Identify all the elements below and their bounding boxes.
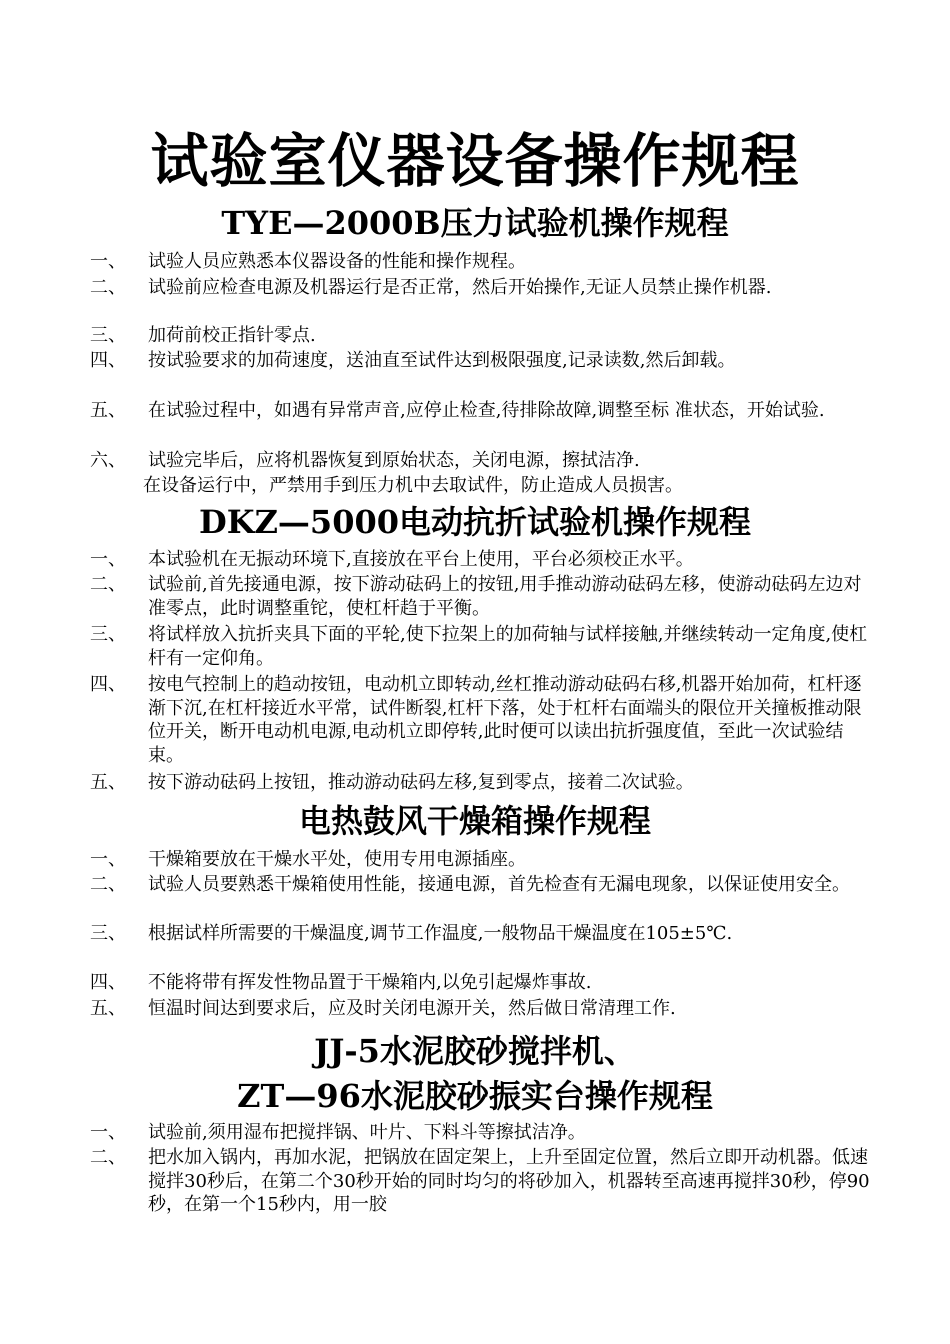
item-number: 二、 [90, 277, 126, 298]
item-text: 不能将带有挥发性物品置于干燥箱内,以免引起爆炸事故. [148, 972, 592, 993]
list-item [90, 250, 870, 274]
item-text: 将试样放入抗折夹具下面的平轮,使下拉架上的加荷轴与试样接触,并继续转动一定角度,使杠杆有一定仰角。 [148, 624, 868, 669]
item-text: 在试验过程中，如遇有异常声音,应停止检查,待排除故障,调整至标 准状态，开始试验. [148, 400, 825, 421]
item-text: 试验人员要熟悉干燥箱使用性能，接通电源，首先检查有无漏电现象，以保证使用安全。 [148, 874, 850, 895]
list-item [90, 848, 870, 872]
item-text: 干燥箱要放在干燥水平处，使用专用电源插座。 [148, 849, 526, 870]
section-title: ZT—96水泥胶砂振实台操作规程 [237, 1077, 713, 1115]
item-text: 按电气控制上的趋动按钮，电动机立即转动,丝杠推动游动砝码右移,机器开始加荷，杠杆逐渐下沉,在杠杆接近水平常，试件断裂,杠杆下落，处于杠杆右面端头的限位开关撞板推动限位开关，断开电动机电源,电动机立即停转,此时便可以读出抗折强度值，至此一次试验结束。 [148, 674, 862, 766]
item-number: 一、 [90, 849, 126, 870]
list-item [90, 997, 870, 1021]
section-title: DKZ—5000电动抗折试验机操作规程 [199, 503, 751, 541]
item-number: 四、 [90, 972, 126, 993]
item-text: 加荷前校正指针零点. [148, 325, 316, 346]
page-title: 试验室仪器设备操作规程 [150, 127, 800, 195]
item-number: 三、 [90, 325, 126, 346]
item-text: 恒温时间达到要求后，应及时关闭电源开关，然后做日常清理工作. [148, 998, 676, 1019]
item-number: 四、 [90, 350, 126, 371]
list-item [90, 971, 870, 995]
list-item [90, 276, 870, 300]
item-text: 按下游动砝码上按钮，推动游动砝码左移,复到零点，接着二次试验。 [148, 772, 694, 793]
section-title: JJ-5水泥胶砂搅拌机、 [314, 1032, 636, 1070]
item-text: 把水加入锅内，再加水泥，把锅放在固定架上，上升至固定位置，然后立即开动机器。低速搅拌30秒后，在第二个30秒开始的同时均匀的将砂加入，机器转至高速再搅拌30秒，停90秒，在第一个15秒内，用一胶 [148, 1147, 870, 1215]
list-item [90, 623, 870, 670]
list-item [90, 449, 870, 473]
list-item [90, 873, 870, 897]
item-text: 本试验机在无振动环境下,直接放在平台上使用，平台必须校正水平。 [148, 549, 694, 570]
list-item [90, 548, 870, 572]
item-text: 试验完毕后，应将机器恢复到原始状态，关闭电源，擦拭洁净. [148, 450, 640, 471]
section-title: TYE—2000B压力试验机操作规程 [221, 204, 729, 242]
item-number: 五、 [90, 772, 126, 793]
list-item [90, 1146, 870, 1217]
item-number: 二、 [90, 574, 126, 595]
item-number: 二、 [90, 874, 126, 895]
item-text: 试验前,须用湿布把搅拌锅、叶片、下料斗等擦拭洁净。 [148, 1122, 586, 1143]
item-text: 按试验要求的加荷速度，送油直至试件达到极限强度,记录读数,然后卸载。 [148, 350, 736, 371]
item-number: 一、 [90, 1122, 126, 1143]
list-item [90, 324, 870, 348]
item-number: 五、 [90, 998, 126, 1019]
item-number: 六、 [90, 450, 126, 471]
item-number: 二、 [90, 1147, 126, 1168]
item-number: 一、 [90, 549, 126, 570]
item-text: 根据试样所需要的干燥温度,调节工作温度,一般物品干燥温度在105±5℃. [148, 923, 733, 944]
list-item [90, 771, 870, 795]
safety-note: 在设备运行中，严禁用手到压力机中去取试件，防止造成人员损害。 [143, 475, 683, 496]
item-text: 试验人员应熟悉本仪器设备的性能和操作规程。 [148, 251, 526, 272]
section-title: 电热鼓风干燥箱操作规程 [298, 802, 651, 840]
item-text: 试验前,首先接通电源，按下游动砝码上的按钮,用手推动游动砝码左移，使游动砝码左边对准零点，此时调整重铊，使杠杆趋于平衡。 [148, 574, 862, 619]
item-number: 三、 [90, 923, 126, 944]
list-item [90, 1121, 870, 1145]
item-text: 试验前应检查电源及机器运行是否正常，然后开始操作,无证人员禁止操作机器. [148, 277, 772, 298]
list-item [90, 922, 870, 946]
list-item [90, 573, 870, 620]
list-item [90, 399, 870, 423]
item-number: 四、 [90, 674, 126, 695]
item-number: 一、 [90, 251, 126, 272]
list-item [90, 673, 870, 767]
list-item [90, 349, 870, 373]
item-number: 三、 [90, 624, 126, 645]
item-number: 五、 [90, 400, 126, 421]
